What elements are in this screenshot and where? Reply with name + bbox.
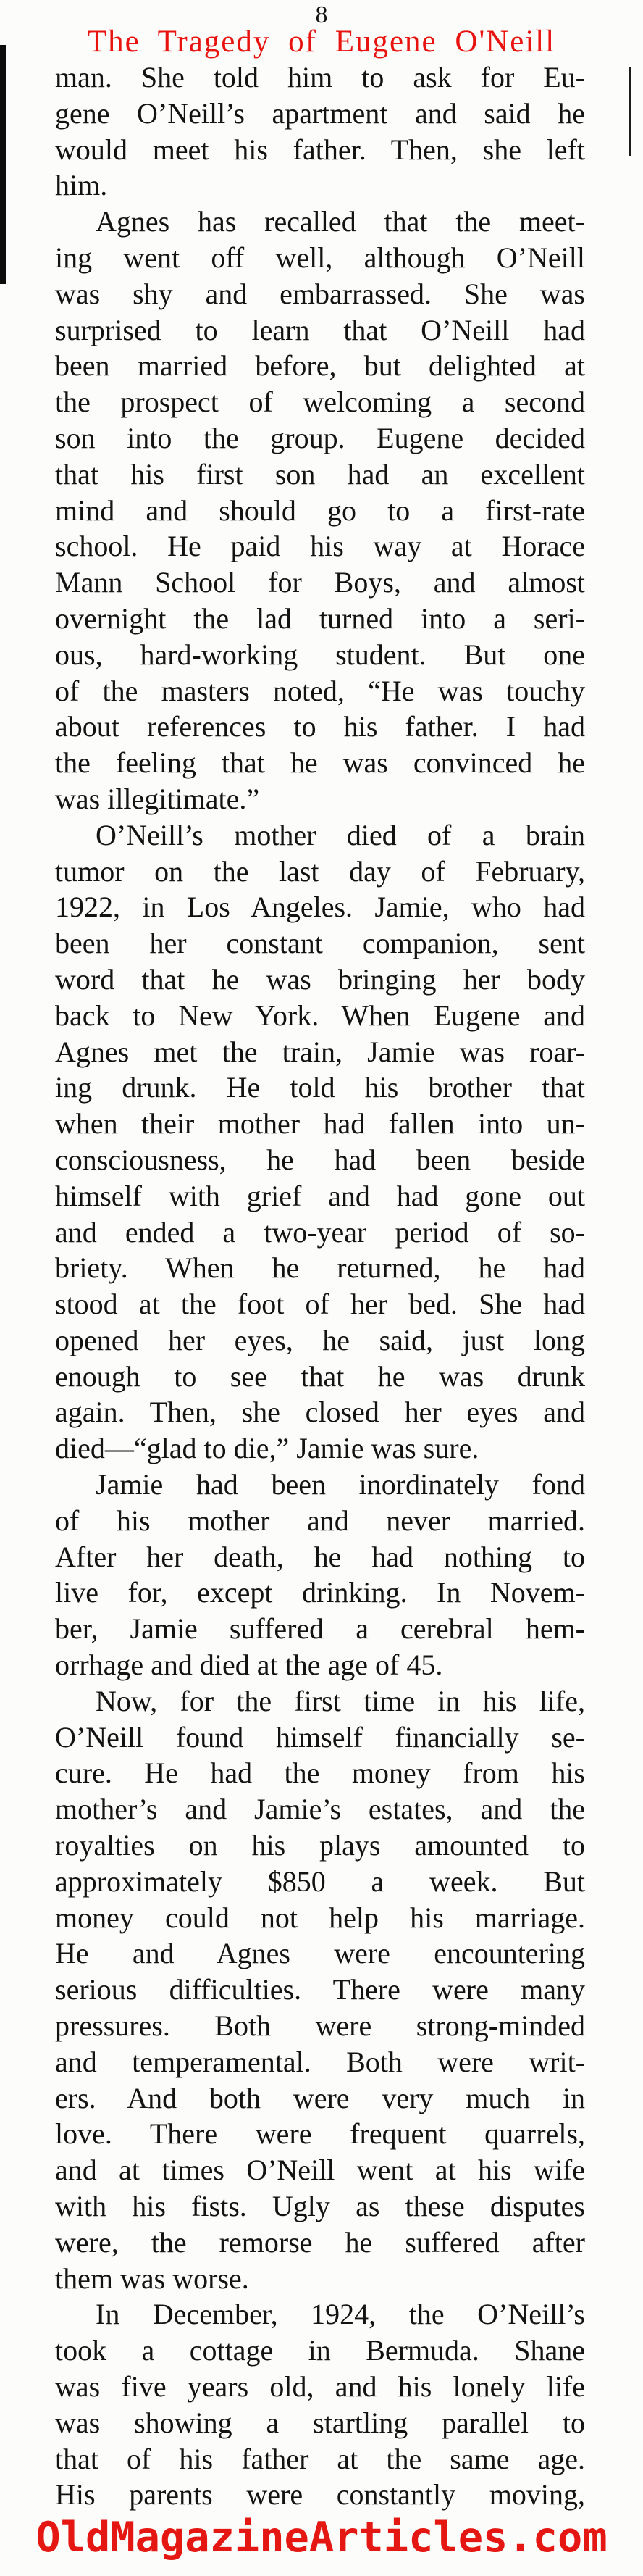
text-line: of his mother and never married. <box>55 1504 585 1537</box>
text-line: pressures. Both were strong-minded <box>55 2009 585 2043</box>
text-line: the feeling that he was convinced he <box>55 746 585 780</box>
text-line: In December, 1924, the O’Neill’s <box>96 2298 585 2331</box>
text-line: tumor on the last day of February, <box>55 854 585 888</box>
text-line: ber, Jamie suffered a cerebral hem- <box>55 1612 585 1646</box>
text-line: been married before, but delighted at <box>55 349 585 383</box>
text-line: were, the remorse he suffered after <box>55 2225 585 2259</box>
text-line: himself with grief and had gone out <box>55 1179 585 1212</box>
text-line: the prospect of welcoming a second <box>55 385 585 419</box>
text-line: After her death, he had nothing to <box>55 1540 585 1573</box>
text-line: them was worse. <box>55 2262 249 2295</box>
text-line: O’Neill found himself financially se- <box>55 1720 585 1754</box>
text-line: Now, for the first time in his life, <box>96 1684 585 1717</box>
text-line: back to New York. When Eugene and <box>55 999 585 1032</box>
text-line: live for, except drinking. In Novem- <box>55 1576 585 1609</box>
scan-artifact-right-edge <box>629 67 631 156</box>
text-line: man. She told him to ask for Eu- <box>55 61 585 93</box>
text-line: mind and should go to a first-rate <box>55 493 585 527</box>
text-line: surprised to learn that O’Neill had <box>55 313 585 346</box>
text-line: was five years old, and his lonely life <box>55 2370 585 2403</box>
text-line: when their mother had fallen into un- <box>55 1107 585 1141</box>
text-line: serious difficulties. There were many <box>55 1973 585 2006</box>
text-line: Agnes has recalled that the meet- <box>96 205 585 238</box>
text-line: 1922, in Los Angeles. Jamie, who had <box>55 891 585 924</box>
text-line: ous, hard-working student. But one <box>55 638 585 671</box>
text-line: word that he was bringing her body <box>55 962 585 996</box>
text-line: been her constant companion, sent <box>55 927 585 960</box>
text-line: and temperamental. Both were writ- <box>55 2045 585 2078</box>
text-line: ing drunk. He told his brother that <box>55 1071 585 1104</box>
text-line: overnight the lad turned into a seri- <box>55 601 585 635</box>
text-line: son into the group. Eugene decided <box>55 421 585 454</box>
text-line: school. He paid his way at Horace <box>55 530 585 563</box>
text-line: of the masters noted, “He was touchy <box>55 674 585 707</box>
text-line: that his first son had an excellent <box>55 457 585 491</box>
text-line: money could not help his marriage. <box>55 1901 585 1934</box>
text-line: would meet his father. Then, she left <box>55 133 585 166</box>
text-line: stood at the foot of her bed. She had <box>55 1288 585 1321</box>
text-line: His parents were constantly moving, <box>55 2478 585 2512</box>
text-line: consciousness, he had been beside <box>55 1143 585 1176</box>
text-line: cure. He had the money from his <box>55 1756 585 1790</box>
text-line: gene O’Neill’s apartment and said he <box>55 96 585 130</box>
text-line: Jamie had been inordinately fond <box>96 1468 585 1501</box>
text-line: enough to see that he was drunk <box>55 1359 585 1393</box>
text-line: was shy and embarrassed. She was <box>55 277 585 310</box>
text-line: ing went off well, although O’Neill <box>55 241 585 274</box>
text-line: ers. And both were very much in <box>55 2081 585 2114</box>
text-line: Mann School for Boys, and almost <box>55 566 585 599</box>
text-line: Agnes met the train, Jamie was roar- <box>55 1035 585 1068</box>
text-line: died—“glad to die,” Jamie was sure. <box>55 1432 479 1465</box>
article-title: The Tragedy of Eugene O'Neill <box>87 25 556 59</box>
text-line: royalties on his plays amounted to <box>55 1829 585 1862</box>
watermark-oldmagazinearticles: OldMagazineArticles.com <box>35 2514 608 2562</box>
text-line: approximately $850 a week. But <box>55 1864 585 1898</box>
text-line: that of his father at the same age. <box>55 2442 585 2475</box>
text-line: was illegitimate.” <box>55 782 260 815</box>
text-line: and at times O’Neill went at his wife <box>55 2154 585 2187</box>
text-line: mother’s and Jamie’s estates, and the <box>55 1793 585 1826</box>
text-line: love. There were frequent quarrels, <box>55 2117 585 2151</box>
text-line: O’Neill’s mother died of a brain <box>96 818 585 851</box>
text-line: briety. When he returned, he had <box>55 1251 585 1285</box>
text-line: about references to his father. I had <box>55 710 585 743</box>
text-line: with his fists. Ugly as these disputes <box>55 2190 585 2223</box>
text-line: him. <box>55 169 108 202</box>
text-line: and ended a two-year period of so- <box>55 1215 585 1249</box>
text-line: took a cottage in Bermuda. Shane <box>55 2334 585 2367</box>
text-line: orrhage and died at the age of 45. <box>55 1648 443 1682</box>
text-line: opened her eyes, he said, just long <box>55 1323 585 1356</box>
text-line: again. Then, she closed her eyes and <box>55 1396 585 1429</box>
scan-artifact-left-edge <box>0 45 6 284</box>
page-number: 8 <box>315 1 328 28</box>
article-body <box>55 59 585 2513</box>
text-line: He and Agnes were encountering <box>55 1937 585 1970</box>
text-line: was showing a startling parallel to <box>55 2406 585 2439</box>
